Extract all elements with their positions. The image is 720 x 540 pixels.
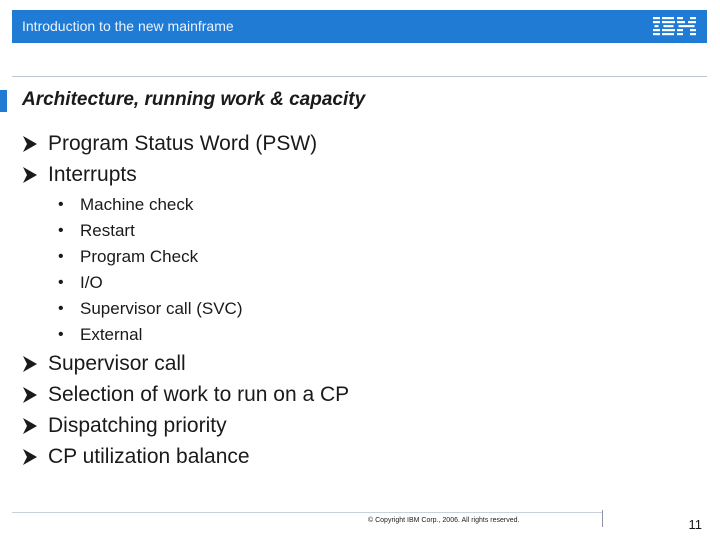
copyright-notice: © Copyright IBM Corp., 2006. All rights reserved.: [368, 517, 520, 524]
list-item: [22, 441, 349, 472]
sub-bullet-list: [58, 192, 243, 348]
sub-bullet-text: Program Check: [80, 247, 199, 266]
bullet-text: Supervisor call: [48, 351, 186, 375]
footer-separator: [602, 510, 603, 527]
bullet-dot-icon: •: [58, 222, 64, 239]
sub-bullet-text: I/O: [80, 273, 103, 292]
bullet-list-top: [22, 128, 317, 190]
ibm-logo-icon: [653, 16, 697, 36]
arrow-bullet-icon: [22, 417, 38, 435]
arrow-bullet-icon: [22, 386, 38, 404]
arrow-bullet-icon: [22, 355, 38, 373]
list-item: [58, 244, 243, 270]
list-item: [58, 192, 243, 218]
bullet-text: Selection of work to run on a CP: [48, 382, 350, 406]
slide-title: Architecture, running work & capacity: [22, 89, 366, 110]
header-bar: [12, 10, 707, 43]
footer-divider: [12, 512, 602, 513]
bullet-text: Interrupts: [48, 162, 137, 186]
bullet-text: CP utilization balance: [48, 444, 250, 468]
bullet-dot-icon: •: [58, 274, 64, 291]
page-number: 11: [688, 517, 702, 532]
sub-bullet-text: Machine check: [80, 195, 194, 214]
list-item: [22, 410, 349, 441]
presentation-title: Introduction to the new mainframe: [22, 18, 234, 34]
list-item: [22, 348, 349, 379]
sub-bullet-text: Supervisor call (SVC): [80, 299, 243, 318]
list-item: [22, 128, 317, 159]
bullet-text: Program Status Word (PSW): [48, 131, 318, 155]
arrow-bullet-icon: [22, 448, 38, 466]
arrow-bullet-icon: [22, 166, 38, 184]
title-marker: [0, 90, 7, 112]
header-divider: [12, 76, 707, 77]
bullet-text: Dispatching priority: [48, 413, 227, 437]
bullet-dot-icon: •: [58, 196, 64, 213]
sub-bullet-text: External: [80, 325, 143, 344]
list-item: [22, 379, 349, 410]
list-item: [58, 270, 243, 296]
list-item: [58, 296, 243, 322]
list-item: [58, 218, 243, 244]
list-item: [58, 322, 243, 348]
bullet-list-bottom: [22, 348, 349, 472]
arrow-bullet-icon: [22, 135, 38, 153]
sub-bullet-text: Restart: [80, 221, 135, 240]
bullet-dot-icon: •: [58, 326, 64, 343]
bullet-dot-icon: •: [58, 300, 64, 317]
bullet-dot-icon: •: [58, 248, 64, 265]
list-item: [22, 159, 317, 190]
